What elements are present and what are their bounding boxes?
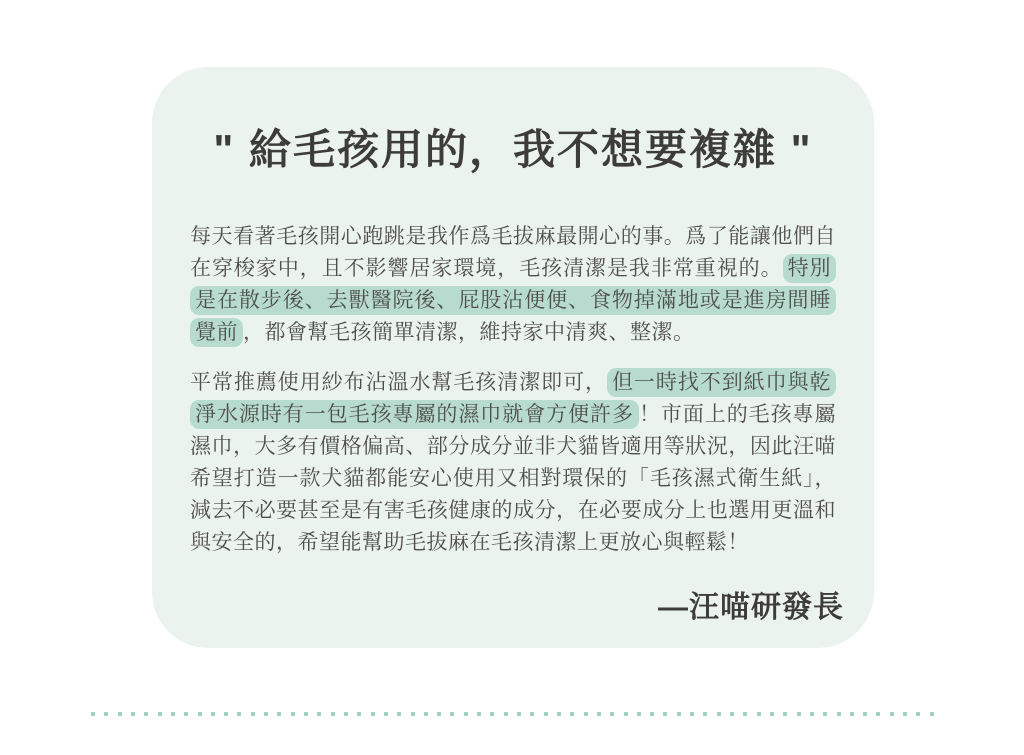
dot [517, 712, 521, 716]
dot [411, 712, 415, 716]
dot [384, 712, 388, 716]
body-text: 每天看著毛孩開心跑跳是我作爲毛拔麻最開心的事。爲了能讓他們自在穿梭家中，且不影響居家環境，毛孩清潔是我非常重視的。 [190, 225, 836, 280]
dot [198, 712, 202, 716]
paragraph-2 [190, 367, 836, 559]
highlighted-text: 但一時找不到紙巾與乾淨水源時有一包毛孩專屬的濕巾就會方便許多 [190, 368, 836, 429]
dot [158, 712, 162, 716]
quote-card [152, 67, 874, 648]
dot [637, 712, 641, 716]
dot [863, 712, 867, 716]
dot [277, 712, 281, 716]
dot [91, 712, 95, 716]
highlighted-text: 特別是在散步後、去獸醫院後、屁股沾便便、食物掉滿地或是進房間睡覺前 [190, 254, 836, 347]
dot [464, 712, 468, 716]
dot [557, 712, 561, 716]
dot [118, 712, 122, 716]
dot [104, 712, 108, 716]
dot [903, 712, 907, 716]
body-text: 平常推薦使用紗布沾溫水幫毛孩清潔即可， [190, 371, 607, 394]
dot [331, 712, 335, 716]
dot [344, 712, 348, 716]
dot [317, 712, 321, 716]
dot [171, 712, 175, 716]
dot [743, 712, 747, 716]
dot [397, 712, 401, 716]
dot [703, 712, 707, 716]
dot [224, 712, 228, 716]
dot [930, 712, 934, 716]
dot [211, 712, 215, 716]
dot [264, 712, 268, 716]
dot [291, 712, 295, 716]
dot [797, 712, 801, 716]
dot [823, 712, 827, 716]
dot [890, 712, 894, 716]
dot [544, 712, 548, 716]
dot [850, 712, 854, 716]
dot [530, 712, 534, 716]
dot [783, 712, 787, 716]
body-text: ，都會幫毛孩簡單清潔，維持家中清爽、整潔。 [243, 321, 695, 344]
dot [690, 712, 694, 716]
dot [730, 712, 734, 716]
dot [437, 712, 441, 716]
dot [584, 712, 588, 716]
dot [770, 712, 774, 716]
dot [650, 712, 654, 716]
quote-body [190, 221, 836, 559]
dot [184, 712, 188, 716]
dot [424, 712, 428, 716]
dotted-divider [91, 712, 934, 716]
dot [876, 712, 880, 716]
dot [837, 712, 841, 716]
body-text: ！市面上的毛孩專屬濕巾，大多有價格偏高、部分成分並非犬貓皆適用等狀況，因此汪喵希望打造一款犬貓都能安心使用又相對環保的「毛孩濕式衛生紙」，減去不必要甚至是有害毛孩健康的成分，在必要成分上也選用更溫和與安全的，希望能幫助毛拔麻在毛孩清潔上更放心與輕鬆！ [190, 403, 837, 554]
dot [597, 712, 601, 716]
dot [144, 712, 148, 716]
dot [131, 712, 135, 716]
dot [757, 712, 761, 716]
dot [810, 712, 814, 716]
dot [477, 712, 481, 716]
dot [304, 712, 308, 716]
dot [717, 712, 721, 716]
dot [504, 712, 508, 716]
dot [490, 712, 494, 716]
signature: —汪喵研發長 [658, 591, 844, 624]
dot [570, 712, 574, 716]
dot [450, 712, 454, 716]
dot [663, 712, 667, 716]
dot [251, 712, 255, 716]
dot [610, 712, 614, 716]
dot [916, 712, 920, 716]
dot [677, 712, 681, 716]
quote-title: " 給毛孩用的，我不想要複雜 " [213, 126, 813, 173]
dot [624, 712, 628, 716]
dot [237, 712, 241, 716]
dot [371, 712, 375, 716]
paragraph-1 [190, 221, 836, 349]
dot [357, 712, 361, 716]
